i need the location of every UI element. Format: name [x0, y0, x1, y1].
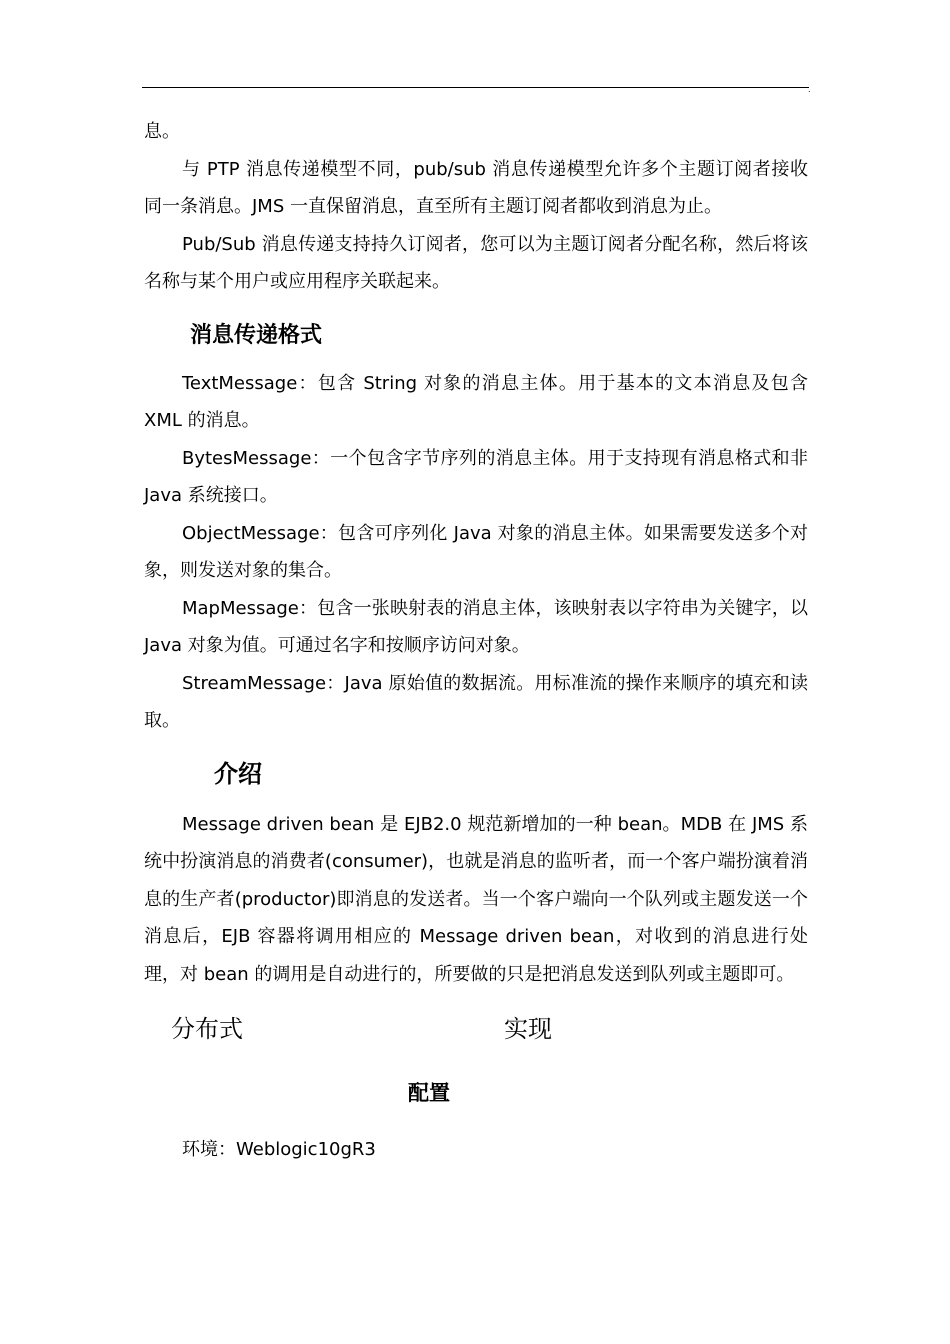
format-map-message: MapMessage：包含一张映射表的消息主体，该映射表以字符串为关键字，以 Java 对象为值。可通过名字和按顺序访问对象。 [144, 597, 808, 656]
paragraph-pubsub-model: 与 PTP 消息传递模型不同，pub/sub 消息传递模型允许多个主题订阅者接收同一条消息。JMS 一直保留消息，直至所有主题订阅者都收到消息为止。 [144, 158, 808, 217]
paragraph-continuation: 息。 [144, 121, 180, 142]
header-tick: . [808, 85, 811, 94]
environment-line: 环境：Weblogic10gR3 [182, 1139, 376, 1160]
heading-intro: 介绍 [214, 758, 262, 788]
format-bytes-message: BytesMessage：一个包含字节序列的消息主体。用于支持现有消息格式和非 Java 系统接口。 [144, 447, 808, 506]
paragraph-mdb-intro: Message driven bean 是 EJB2.0 规范新增加的一种 bean。MDB 在 JMS 系统中扮演消息的消费者(consumer)，也就是消息的监听者，而一个客户端扮演着消息的生产者(productor)即消息的发送者。当一个客户端向一个队列或主题发送一个消息后，EJB 容器将调用相应的 Message driven bean，对收到的消息进行处理，对 bean 的调用是自动进行的，所要做的只是把消息发送到队列或主题即可。 [144, 813, 808, 985]
heading-message-formats: 消息传递格式 [190, 321, 323, 348]
format-object-message: ObjectMessage：包含可序列化 Java 对象的消息主体。如果需要发送多个对象，则发送对象的集合。 [144, 522, 808, 581]
heading-implementation: 实现 [504, 1015, 552, 1043]
document-body [144, 113, 808, 1169]
heading-row-distributed [144, 1007, 808, 1051]
header-rule [142, 87, 809, 88]
format-text-message: TextMessage：包含 String 对象的消息主体。用于基本的文本消息及包含 XML 的消息。 [144, 372, 808, 431]
paragraph-durable-subscriber: Pub/Sub 消息传递支持持久订阅者，您可以为主题订阅者分配名称，然后将该名称与某个用户或应用程序关联起来。 [144, 233, 808, 292]
format-stream-message: StreamMessage：Java 原始值的数据流。用标准流的操作来顺序的填充和读取。 [144, 672, 808, 731]
heading-distributed: 分布式 [171, 1015, 243, 1043]
heading-config: 配置 [408, 1080, 450, 1105]
